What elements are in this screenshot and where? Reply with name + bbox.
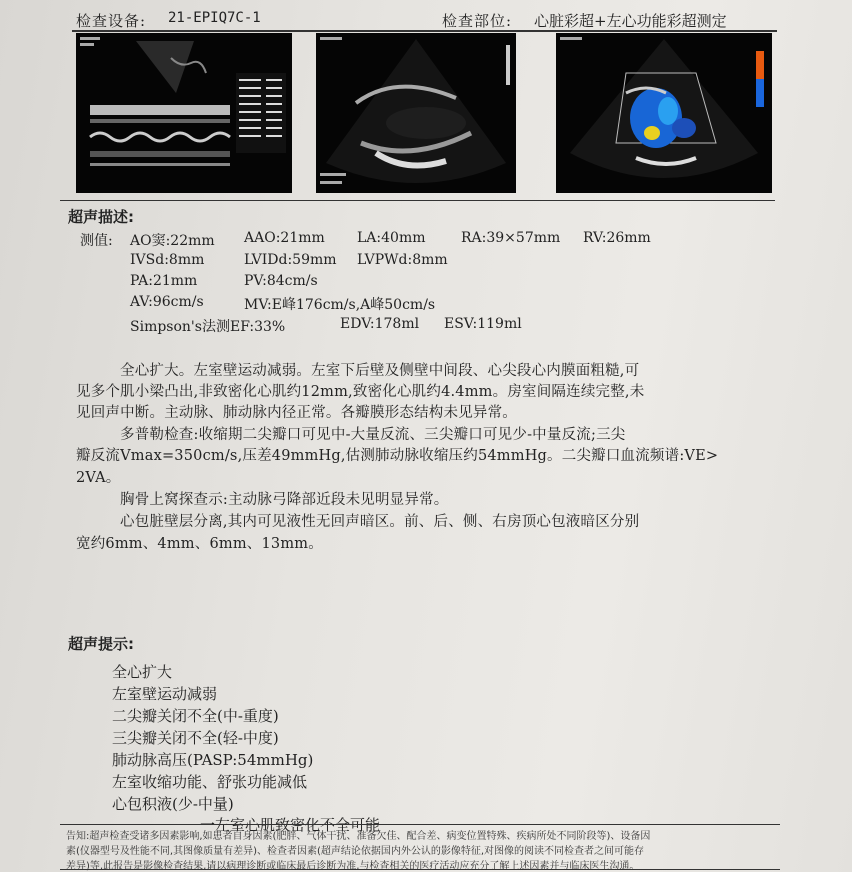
measure-mv: MV:E峰176cm/s,A峰50cm/s (244, 297, 436, 313)
description-title: 超声描述: (68, 208, 134, 226)
measure-rv: RV:26mm (583, 230, 651, 246)
site-label: 检查部位: (442, 12, 513, 30)
description-paragraph-line: 见回声中断。主动脉、肺动脉内径正常。各瓣膜形态结构未见异常。 (76, 405, 517, 421)
description-paragraph-line: 瓣反流Vmax=350cm/s,压差49mmHg,估测肺动脉收缩压约54mmHg。二尖瓣口血流频谱:VE> (76, 448, 719, 464)
measure-ivsd: IVSd:8mm (130, 252, 205, 268)
footnote-rule (60, 824, 780, 825)
description-paragraph-line: 2VA。 (76, 470, 121, 486)
conclusion-item: 肺动脉高压(PASP:54mmHg) (112, 751, 314, 769)
measure-label: 测值: (80, 233, 113, 249)
measure-pa: PA:21mm (130, 273, 198, 289)
conclusion-item: 三尖瓣关闭不全(轻-中度) (112, 729, 279, 747)
conclusion-item: 左室壁运动减弱 (112, 685, 218, 703)
ultrasound-image-strip (72, 33, 777, 195)
conclusion-item: 一左室心肌致密化不全可能 (200, 816, 381, 834)
device-value: 21-EPIQ7C-1 (168, 10, 261, 26)
footnote-line: 差异)等,此报告是影像检查结果,请以病理诊断或临床最后诊断为准,与检查相关的医疗活动应充分了解上述因素并与临床医生沟通。 (66, 861, 640, 872)
measure-av: AV:96cm/s (130, 294, 204, 310)
measure-la: LA:40mm (357, 230, 426, 246)
measure-pv: PV:84cm/s (244, 273, 318, 289)
description-rule (60, 200, 775, 201)
m-mode-graphic (76, 33, 292, 193)
two-d-image (316, 33, 516, 193)
m-mode-image (76, 33, 292, 193)
description-paragraph-line: 见多个肌小梁凸出,非致密化心肌约12mm,致密化心肌约4.4mm。房室间隔连续完整,未 (76, 384, 645, 400)
conclusion-title: 超声提示: (68, 635, 134, 653)
measure-ao-sinus: AO窦:22mm (130, 233, 215, 249)
footnote-line: 素(仪器型号及性能不同,其图像质量有差异)、检查者因素(超声结论依据国内外公认的影像特征,对图像的阅读不同检查者之间可能存 (66, 846, 645, 857)
measure-lvidd: LVIDd:59mm (244, 252, 337, 268)
description-paragraph-line: 多普勒检查:收缩期二尖瓣口可见中-大量反流、三尖瓣口可见少-中量反流;三尖 (120, 427, 626, 443)
description-paragraph-line: 宽约6mm、4mm、6mm、13mm。 (76, 536, 323, 552)
measure-lvpwd: LVPWd:8mm (357, 252, 448, 268)
description-paragraph-line: 全心扩大。左室壁运动减弱。左室下后壁及侧壁中间段、心尖段心内膜面粗糙,可 (120, 363, 640, 379)
measure-edv: EDV:178ml (340, 316, 420, 332)
conclusion-item: 全心扩大 (112, 663, 173, 681)
conclusion-item: 左室收缩功能、舒张功能减低 (112, 773, 308, 791)
color-doppler-image (556, 33, 772, 193)
measure-esv: ESV:119ml (444, 316, 522, 332)
description-paragraph-line: 心包脏壁层分离,其内可见液性无回声暗区。前、后、侧、右房顶心包液暗区分别 (120, 514, 640, 530)
device-label: 检查设备: (76, 12, 147, 30)
description-paragraph-line: 胸骨上窝探查示:主动脉弓降部近段未见明显异常。 (120, 492, 449, 508)
conclusion-item: 心包积液(少-中量) (112, 795, 234, 813)
bottom-rule (60, 869, 780, 870)
measure-ra: RA:39×57mm (461, 230, 561, 246)
two-d-graphic (316, 33, 516, 193)
site-value: 心脏彩超+左心功能彩超测定 (534, 12, 727, 30)
color-doppler-graphic (556, 33, 772, 193)
measure-aao: AAO:21mm (244, 230, 325, 246)
footnote-line: 告知:超声检查受诸多因素影响,如患者自身因素(肥胖、气体干扰、准备欠佳、配合差、病变位置特殊、疾病所处不同阶段等)、设备因 (66, 831, 651, 842)
measure-ef: Simpson's法测EF:33% (130, 319, 286, 335)
conclusion-item: 二尖瓣关闭不全(中-重度) (112, 707, 279, 725)
